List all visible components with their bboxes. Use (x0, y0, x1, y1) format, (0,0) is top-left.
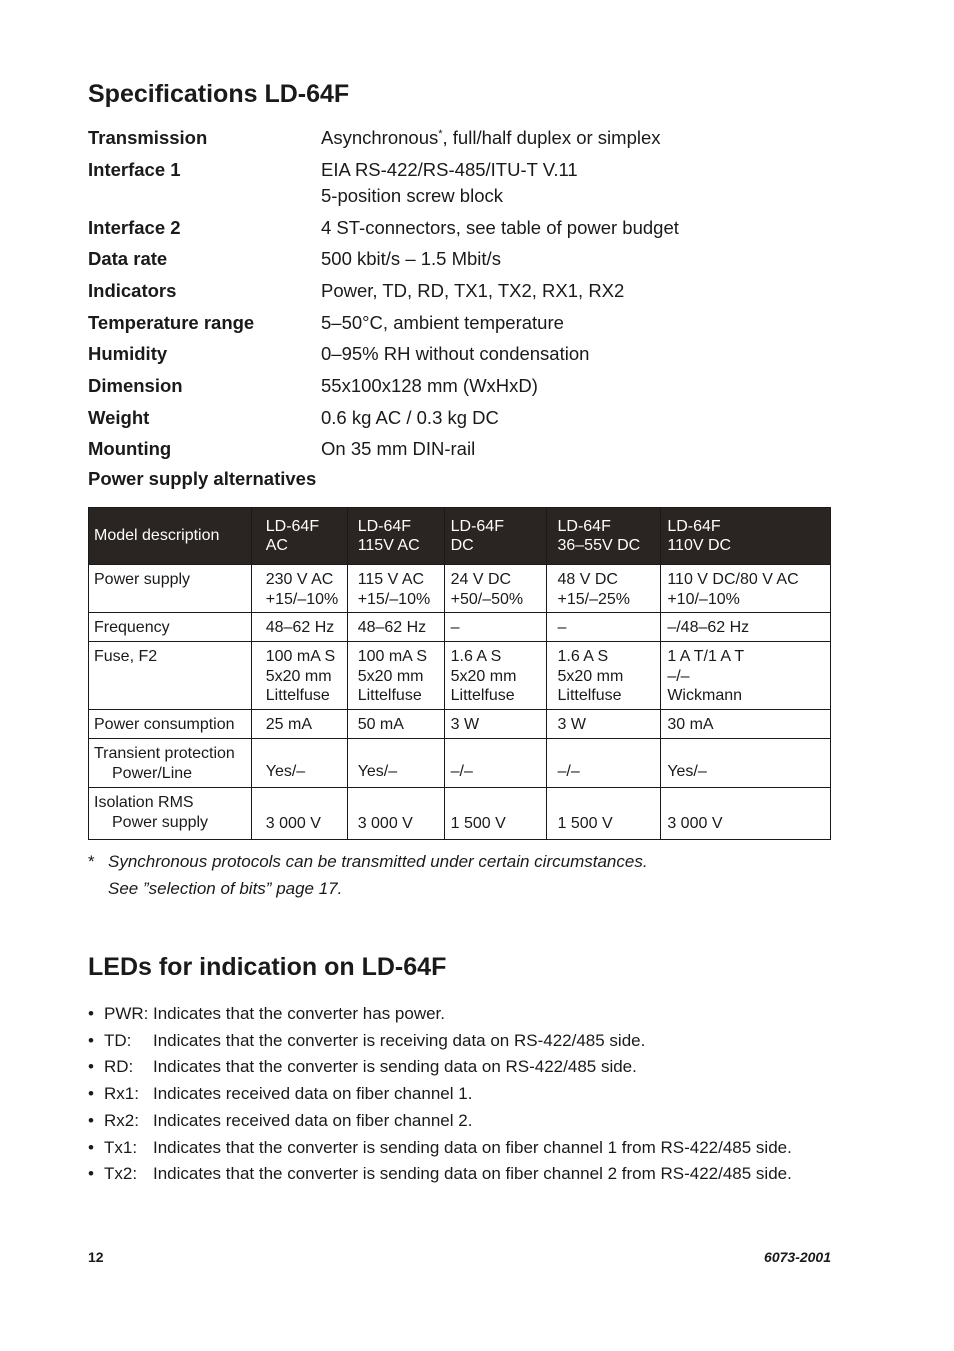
table-cell: 24 V DC +50/–50% (444, 565, 547, 613)
power-supply-table (88, 507, 831, 840)
spec-value: On 35 mm DIN-rail (321, 438, 476, 459)
led-desc: Indicates that the converter has power. (153, 1004, 446, 1023)
led-desc: Indicates received data on fiber channel 2. (153, 1111, 473, 1130)
spec-label: Interface 1 (88, 159, 181, 180)
bullet: • (88, 1164, 94, 1183)
row-label: Frequency (89, 613, 252, 642)
spec-label: Transmission (88, 127, 208, 148)
spec-label: Indicators (88, 280, 177, 301)
led-code: PWR: (104, 1004, 149, 1023)
led-code: Rx2: (104, 1111, 139, 1130)
table-cell: 230 V AC +15/–10% (251, 565, 347, 613)
spec-label: Humidity (88, 343, 168, 364)
table-row (89, 613, 831, 642)
table-cell: Yes/– (251, 739, 347, 788)
header-cell: Model description (89, 508, 252, 565)
table-row (89, 788, 831, 840)
table-cell: – (444, 613, 547, 642)
row-label: Power consumption (89, 710, 252, 739)
bullet: • (88, 1057, 94, 1076)
footnote-line: See ”selection of bits” page 17. (108, 879, 343, 898)
spec-value: 0.6 kg AC / 0.3 kg DC (321, 407, 499, 428)
spec-label: Interface 2 (88, 217, 181, 238)
spec-value: Asynchronous*, full/half duplex or simplex (321, 127, 661, 148)
table-cell: 1.6 A S 5x20 mm Littelfuse (547, 642, 661, 710)
document-number: 6073-2001 (764, 1249, 831, 1265)
table-cell: Yes/– (347, 739, 444, 788)
led-code: RD: (104, 1057, 134, 1076)
table-cell: 3 W (547, 710, 661, 739)
table-cell: 3 000 V (347, 788, 444, 840)
led-desc: Indicates that the converter is receiving data on RS-422/485 side. (153, 1031, 646, 1050)
led-desc: Indicates received data on fiber channel 1. (153, 1084, 473, 1103)
bullet: • (88, 1111, 94, 1130)
table-cell: 48–62 Hz (251, 613, 347, 642)
table-cell: Yes/– (661, 739, 831, 788)
spec-value: 55x100x128 mm (WxHxD) (321, 375, 538, 396)
table-cell: 1 500 V (444, 788, 547, 840)
table-row (89, 565, 831, 613)
table-cell: 3 W (444, 710, 547, 739)
header-cell: LD-64F 36–55V DC (547, 508, 661, 565)
table-cell: 30 mA (661, 710, 831, 739)
table-cell: 1 500 V (547, 788, 661, 840)
row-label: Isolation RMS Power supply (89, 788, 252, 840)
spec-label: Data rate (88, 248, 168, 269)
page-title: Specifications LD-64F (88, 80, 350, 108)
table-row (89, 710, 831, 739)
table-cell: 3 000 V (661, 788, 831, 840)
table-cell: 1 A T/1 A T –/– Wickmann (661, 642, 831, 710)
footnote-marker: * (438, 128, 443, 140)
led-code: Tx1: (104, 1138, 138, 1157)
table-cell: 3 000 V (251, 788, 347, 840)
header-cell: LD-64F 110V DC (661, 508, 831, 565)
table-cell: –/– (444, 739, 547, 788)
spec-value: 4 ST-connectors, see table of power budget (321, 217, 679, 238)
table-cell: 48–62 Hz (347, 613, 444, 642)
bullet: • (88, 1084, 94, 1103)
bullet: • (88, 1004, 94, 1023)
spec-label: Dimension (88, 375, 183, 396)
led-code: TD: (104, 1031, 132, 1050)
led-code: Rx1: (104, 1084, 139, 1103)
spec-label: Weight (88, 407, 150, 428)
table-row (89, 642, 831, 710)
table-cell: 25 mA (251, 710, 347, 739)
spec-value: 5–50°C, ambient temperature (321, 312, 564, 333)
header-cell: LD-64F DC (444, 508, 547, 565)
bullet: • (88, 1031, 94, 1050)
table-cell: –/48–62 Hz (661, 613, 831, 642)
spec-value: Power, TD, RD, TX1, TX2, RX1, RX2 (321, 280, 625, 301)
spec-value-line2: 5-position screw block (321, 185, 503, 206)
page-number: 12 (88, 1249, 104, 1265)
table-cell: – (547, 613, 661, 642)
spec-label: Mounting (88, 438, 172, 459)
table-cell: 115 V AC +15/–10% (347, 565, 444, 613)
spec-value: 500 kbit/s – 1.5 Mbit/s (321, 248, 501, 269)
table-cell: 100 mA S 5x20 mm Littelfuse (251, 642, 347, 710)
led-desc: Indicates that the converter is sending data on RS-422/485 side. (153, 1057, 637, 1076)
row-label: Fuse, F2 (89, 642, 252, 710)
table-cell: 48 V DC +15/–25% (547, 565, 661, 613)
bullet: • (88, 1138, 94, 1157)
led-desc: Indicates that the converter is sending data on fiber channel 2 from RS-422/485 side. (153, 1164, 792, 1183)
spec-value: EIA RS-422/RS-485/ITU-T V.11 (321, 159, 578, 180)
footnote-star: * (88, 852, 95, 871)
table-cell: 110 V DC/80 V AC +10/–10% (661, 565, 831, 613)
table-row (89, 739, 831, 788)
table-cell: 100 mA S 5x20 mm Littelfuse (347, 642, 444, 710)
table-cell: 1.6 A S 5x20 mm Littelfuse (444, 642, 547, 710)
table-cell: –/– (547, 739, 661, 788)
power-supply-heading: Power supply alternatives (88, 468, 317, 489)
leds-title: LEDs for indication on LD-64F (88, 953, 447, 981)
row-label: Transient protection Power/Line (89, 739, 252, 788)
footnote-line: Synchronous protocols can be transmitted under certain circumstances. (108, 852, 648, 871)
header-cell: LD-64F 115V AC (347, 508, 444, 565)
spec-label: Temperature range (88, 312, 255, 333)
led-code: Tx2: (104, 1164, 138, 1183)
spec-value: 0–95% RH without condensation (321, 343, 590, 364)
led-desc: Indicates that the converter is sending data on fiber channel 1 from RS-422/485 side. (153, 1138, 792, 1157)
table-header-row (89, 508, 831, 565)
header-cell: LD-64F AC (251, 508, 347, 565)
row-label: Power supply (89, 565, 252, 613)
table-cell: 50 mA (347, 710, 444, 739)
